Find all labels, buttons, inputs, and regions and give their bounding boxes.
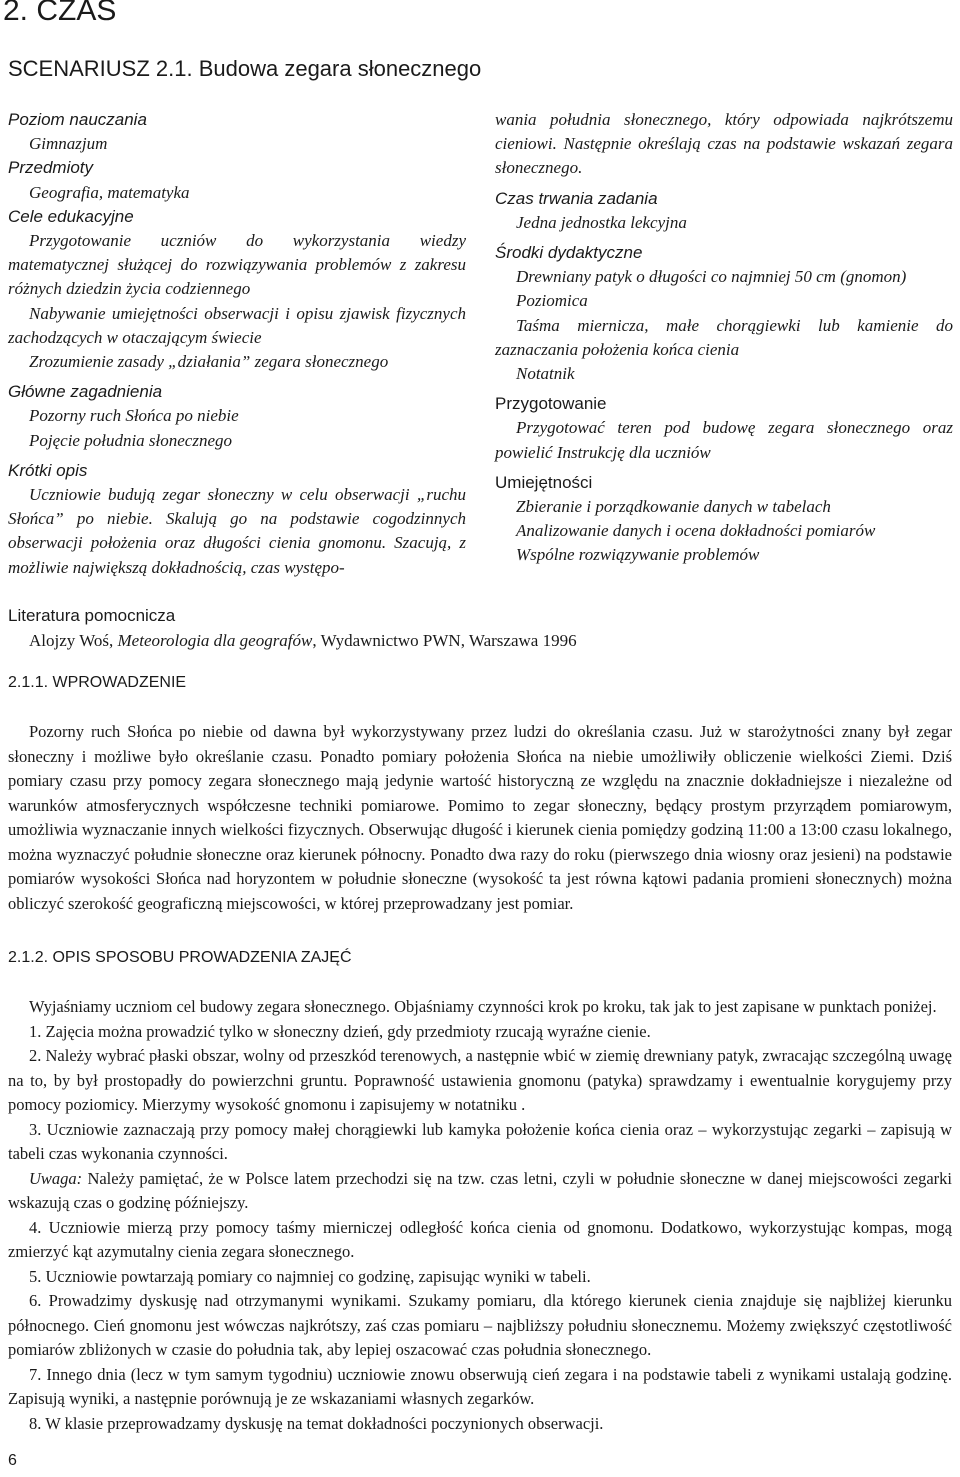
subjects-value: Geografia, matematyka [29,182,190,202]
skill-3: Wspólne rozwiązywanie problemów [516,545,760,565]
mean-1: Drewniany patyk o długości co najmniej 50 cm (gnomon) [516,267,907,287]
issue-2: Pojęcie południa słonecznego [29,430,233,450]
goal-1: Przygotowanie uczniów do wykorzystania wiedzy matematycznej służącej do rozwiązywania problemów z zakresu różnych dziedzin życia codziennego [8,231,466,299]
description-label: Krótki opis [8,460,88,480]
skill-2: Analizowanie danych i ocena dokładności pomiarów [516,521,876,541]
literature-block [8,604,948,653]
step-1: 1. Zajęcia można prowadzić tylko w słoneczny dzień, gdy przedmioty rzucają wyraźne cienie. [29,1021,651,1041]
duration-value: Jedna jednostka lekcyjna [516,212,687,232]
section-heading-method: 2.1.2. OPIS SPOSOBU PROWADZENIA ZAJĘĆ [8,949,352,966]
issues-label: Główne zagadnienia [8,382,163,402]
method-intro: Wyjaśniamy uczniom cel budowy zegara słonecznego. Objaśniamy czynności krok po kroku, tak jak to jest zapisane w punktach poniżej. [29,997,937,1016]
section-heading-intro: 2.1.1. WPROWADZENIE [8,674,187,691]
scenario-title: SCENARIUSZ 2.1. Budowa zegara słonecznego [8,56,482,81]
skill-1: Zbieranie i porządkowanie danych w tabelach [516,497,831,517]
mean-4: Notatnik [516,364,575,384]
duration-label: Czas trwania zadania [495,188,658,208]
level-label: Poziom nauczania [8,110,147,129]
mean-3: Taśma miernicza, małe chorągiewki lub kamienie do zaznaczania położenia końca cienia [495,315,953,359]
right-column [495,108,953,568]
skills-label: Umiejętności [495,472,593,492]
level-value: Gimnazjum [29,134,108,154]
literature-entry [8,629,948,654]
note [8,1167,952,1216]
goal-2: Nabywanie umiejętności obserwacji i opisu zjawisk fizycznych zachodzących w otaczającym świecie [8,303,466,347]
step-7: 7. Innego dnia (lecz w tym samym tygodniu) uczniowie znowu obserwują cień zegara i na podstawie tabeli z wynikami ustalają godzinę. Zapisują wyniki, a następnie porównują je ze wskazaniami własnych zegarków. [8,1364,952,1408]
literature-author: Alojzy Woś, [29,630,118,650]
note-text: Należy pamiętać, że w Polsce latem przechodzi się na tzw. czas letni, czyli w południe słoneczne w danej miejscowości zegarki wskazują czas o godzinę późniejszy. [8,1168,952,1212]
issue-1: Pozorny ruch Słońca po niebie [29,406,239,426]
chapter-title: 2. CZAS [3,0,117,27]
step-6: 6. Prowadzimy dyskusję nad otrzymanymi wynikami. Szukamy pomiaru, dla którego kierunek cienia znajduje się najbliżej kierunku północnego. Cień gnomonu jest wówczas najkrótszy, zaś czas pomiaru – najbliższy południu słonecznemu. Możemy zwiększyć częstotliwość pomiarów zbliżonych w czasie do południa tak, aby lepiej oszacować czas południa słonecznego. [8,1291,952,1359]
preparation-label: Przygotowanie [495,394,607,414]
intro-paragraph: Pozorny ruch Słońca po niebie od dawna był wykorzystywany przez ludzi do określania czasu. Już w starożytności znany był zegar słoneczny i możliwe było określanie czasu. Ponadto pomiary położenia Słońca na niebie umożliwiły obliczenie wielkości Ziemi. Dziś pomiary czasu przy pomocy zegara słonecznego mają jedynie wartość historyczną ze względu na znacznie dokładniejsze i niezależne od warunków atmosferycznych współczesne techniki pomiarowe. Pomimo to zegar słoneczny, będący prostym przyrządem pomiarowym, umożliwia wyznaczanie innych wielkości fizycznych. Obserwując długość i kierunek cienia pomiędzy godziną 11:00 a 13:00 czasu lokalnego, można wyznaczyć południe słoneczne oraz kierunek północny. Ponadto dwa razy do roku (pierwszego dnia wiosny oraz jesieni) na podstawie pomiarów wysokości Słońca nad horyzontem w południe słoneczne (wysokość ta jest równa kątowi padania promieni słonecznych) można obliczyć szerokość geograficzną miejscowości, w której przeprowadzany jest pomiar. [8,722,952,913]
description-text: Uczniowie budują zegar słoneczny w celu obserwacji „ruchu Słońca” po niebie. Skalują go na podstawie cogodzinnych obserwacji położenia oraz długości cienia gnomonu. Szacują, z możliwie największą dokładnością, czas występo- [8,485,466,577]
subjects-label: Przedmioty [8,158,94,178]
note-label: Uwaga: [29,1168,83,1188]
step-3: 3. Uczniowie zaznaczają przy pomocy małej chorągiewki lub kamyka położenie końca cienia oraz – wykorzystując zegarki – zapisują w tabeli czas wykonania czynności. [8,1119,952,1163]
means-label: Środki dydaktyczne [495,243,643,263]
intro-section [8,720,952,916]
literature-book: Meteorologia dla geografów [117,630,313,650]
literature-publisher: , Wydawnictwo PWN, Warszawa 1996 [312,630,577,650]
left-column [8,108,466,580]
page-number: 6 [8,1452,17,1469]
goal-3: Zrozumienie zasady „działania” zegara słonecznego [29,352,389,372]
step-5: 5. Uczniowie powtarzają pomiary co najmniej co godzinę, zapisując wyniki w tabeli. [29,1266,591,1286]
goals-label: Cele edukacyjne [8,206,134,226]
description-continued: wania południa słonecznego, który odpowiada najkrótszemu cieniowi. Następnie określają czas na podstawie wskazań zegara słonecznego. [495,110,953,178]
step-4: 4. Uczniowie mierzą przy pomocy taśmy mierniczej odległość końca cienia od gnomonu. Dodatkowo, wykorzystując kompas, mogą zmierzyć kąt azymutalny cienia zegara słonecznego. [8,1217,952,1261]
step-2: 2. Należy wybrać płaski obszar, wolny od przeszkód terenowych, a następnie wbić w ziemię drewniany patyk, zwracając szczególną uwagę na to, by był prostopadły do powierzchni gruntu. Poprawność ustawienia gnomonu (patyka) sprawdzamy i ewentualnie korygujemy przy pomocy poziomicy. Mierzymy wysokość gnomonu i zapisujemy w notatniku . [8,1046,952,1114]
mean-2: Poziomica [516,291,588,311]
step-8: 8. W klasie przeprowadzamy dyskusję na temat dokładności poczynionych obserwacji. [29,1413,604,1433]
literature-label: Literatura pomocnicza [8,606,176,625]
method-section [8,995,952,1436]
preparation-text: Przygotować teren pod budowę zegara słonecznego oraz powielić Instrukcję dla uczniów [495,418,953,462]
